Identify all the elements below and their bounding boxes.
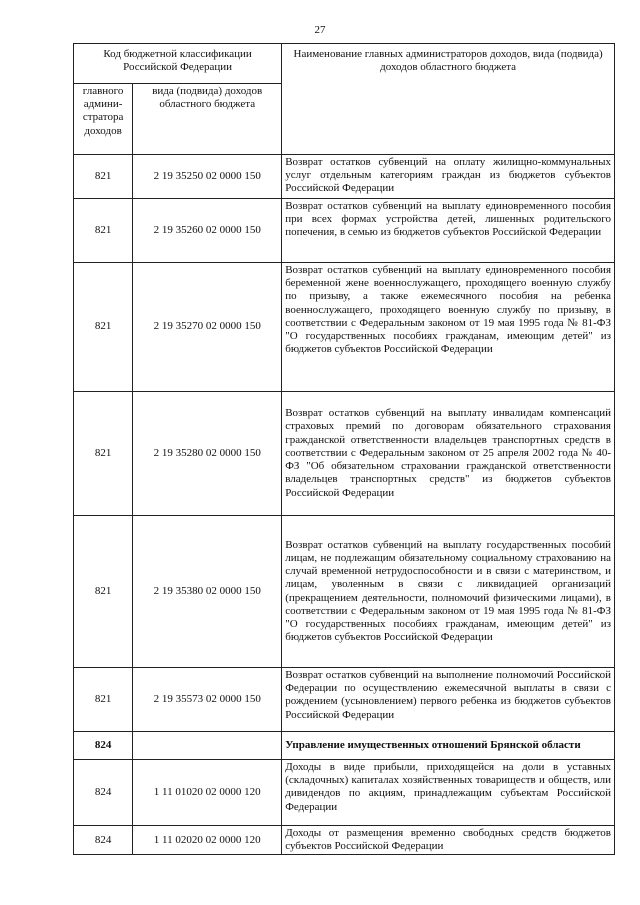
header-income-type-column: вида (подвида) доходов областного бюджета <box>133 84 282 155</box>
header-budget-code-group: Код бюджетной классификации Российской Федерации <box>74 44 282 84</box>
table-row <box>74 155 615 199</box>
income-code-cell: 2 19 35280 02 0000 150 <box>133 392 282 516</box>
income-name-cell: Доходы от размещения временно свободных средств бюджетов субъектов Российской Федерации <box>282 826 615 855</box>
header-admin-column: главного админи-стратора доходов <box>74 84 133 155</box>
income-code-cell: 2 19 35270 02 0000 150 <box>133 263 282 392</box>
income-code-cell: 1 11 01020 02 0000 120 <box>133 760 282 826</box>
table-row <box>74 392 615 516</box>
income-code-cell <box>133 732 282 760</box>
budget-classification-table <box>73 43 615 855</box>
admin-code-cell: 824 <box>74 760 133 826</box>
income-name-cell: Возврат остатков субвенций на выплату государственных пособий лицам, не подлежащим обязательному социальному страхованию на случай временной нетрудоспособности и в связи с материнством, и лицам, уволенным в связи с ликвидацией организаций (прекращением деятельности, полномочий физическими лицами), в соответствии с Федеральным законом от 19 мая 1995 года № 81-ФЗ "О государственных пособиях гражданам, имеющим детей" из бюджетов субъектов Российской Федерации <box>282 516 615 668</box>
income-name-cell: Возврат остатков субвенций на выплату инвалидам компенсаций страховых премий по договорам обязательного страхования гражданской ответственности владельцев транспортных средств в соответствии с Федеральным законом от 25 апреля 2002 года № 40-ФЗ "Об обязательном страховании гражданской ответственности владельцев транспортных средств" из бюджетов субъектов Российской Федерации <box>282 392 615 516</box>
admin-code-cell: 821 <box>74 516 133 668</box>
admin-code-cell: 824 <box>74 826 133 855</box>
income-name-cell: Возврат остатков субвенций на выплату единовременного пособия при всех формах устройства детей, лишенных родительского попечения, в семью из бюджетов субъектов Российской Федерации <box>282 199 615 263</box>
income-code-cell: 2 19 35260 02 0000 150 <box>133 199 282 263</box>
admin-code-cell: 821 <box>74 263 133 392</box>
income-code-cell: 2 19 35250 02 0000 150 <box>133 155 282 199</box>
page-number: 27 <box>314 24 326 36</box>
income-code-cell: 1 11 02020 02 0000 120 <box>133 826 282 855</box>
admin-code-cell: 821 <box>74 155 133 199</box>
admin-code-cell: 821 <box>74 199 133 263</box>
table-row <box>74 826 615 855</box>
table-row <box>74 760 615 826</box>
table-row-admin-heading <box>74 732 615 760</box>
header-name-column: Наименование главных администраторов доходов, вида (подвида) доходов областного бюджета <box>282 44 615 155</box>
table-row <box>74 199 615 263</box>
income-name-cell: Доходы в виде прибыли, приходящейся на доли в уставных (складочных) капиталах хозяйственных товариществ и обществ, или дивидендов по акциям, принадлежащим субъектам Российской Федерации <box>282 760 615 826</box>
admin-code-cell: 821 <box>74 392 133 516</box>
income-code-cell: 2 19 35380 02 0000 150 <box>133 516 282 668</box>
admin-code-cell: 824 <box>74 732 133 760</box>
table-header-row <box>74 44 615 84</box>
income-name-cell: Возврат остатков субвенций на выплату единовременного пособия беременной жене военнослужащего, проходящего военную службу по призыву, а также ежемесячного пособия на ребенка военнослужащего, проходящего военную службу по призыву, в соответствии с Федеральным законом от 19 мая 1995 года № 81-ФЗ "О государственных пособиях гражданам, имеющим детей" из бюджетов субъектов Российской Федерации <box>282 263 615 392</box>
table-row <box>74 516 615 668</box>
admin-code-cell: 821 <box>74 668 133 732</box>
table-row <box>74 668 615 732</box>
income-name-cell: Возврат остатков субвенций на выполнение полномочий Российской Федерации по осуществлению ежемесячной выплаты в связи с рождением (усыновлением) первого ребенка из бюджетов субъектов Российской Федерации <box>282 668 615 732</box>
income-name-cell: Возврат остатков субвенций на оплату жилищно-коммунальных услуг отдельным категориям граждан из бюджетов субъектов Российской Федерации <box>282 155 615 199</box>
table-row <box>74 263 615 392</box>
income-code-cell: 2 19 35573 02 0000 150 <box>133 668 282 732</box>
admin-name-cell: Управление имущественных отношений Брянской области <box>282 732 615 760</box>
